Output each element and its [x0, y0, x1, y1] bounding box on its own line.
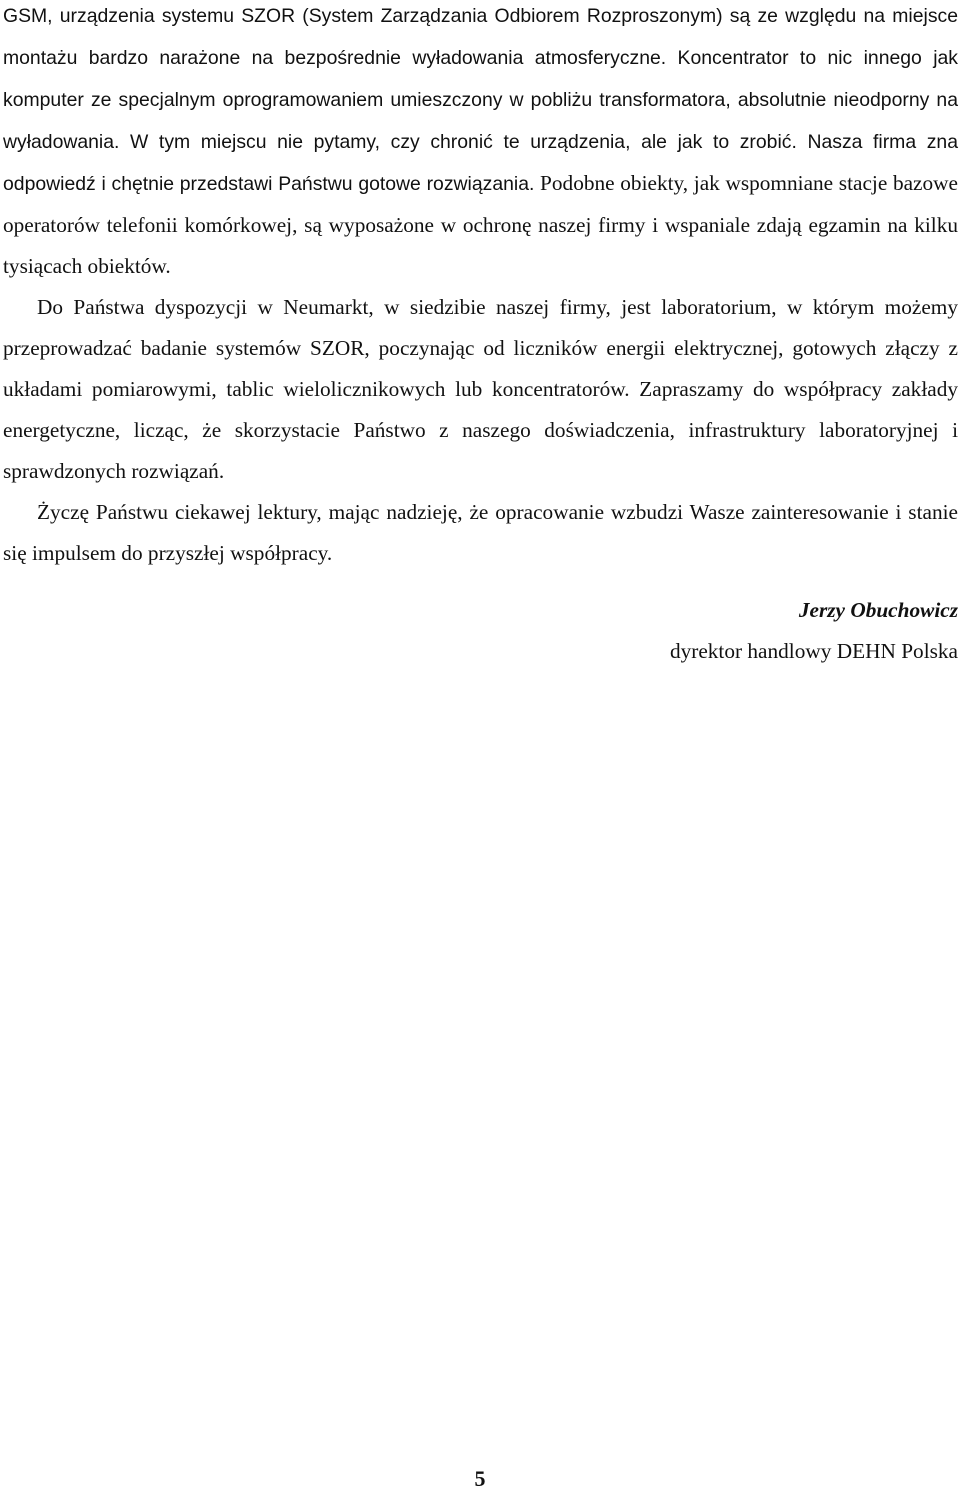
document-page [3, 0, 958, 574]
signature-title: dyrektor handlowy DEHN Polska [669, 639, 958, 663]
paragraph-segment: Podobne obiekty, jak wspomniane stacje bazowe operatorów telefonii komórkowej, są wyposażone w ochronę naszej firmy i wspaniale zdają egzamin na kilku tysiącach obiektów. [3, 171, 958, 278]
paragraph-szor-protection [3, 0, 958, 287]
signature-name: Jerzy Obuchowicz [798, 598, 958, 622]
paragraph-segment: Do Państwa dyspozycji w Neumarkt, w siedzibie naszej firmy, jest laboratorium, w którym możemy przeprowadzać badanie systemów SZOR, poczynając od liczników energii elektrycznej, gotowych złączy z układami pomiarowymi, tablic wielolicznikowych lub koncentratorów. Zapraszamy do współpracy zakłady energetyczne, licząc, że skorzystacie Państwo z naszego doświadczenia, infrastruktury laboratoryjnej i sprawdzonych rozwiązań. [3, 295, 958, 483]
paragraph-laboratory [3, 287, 958, 492]
page-number: 5 [474, 1466, 486, 1491]
paragraph-segment: GSM, urządzenia systemu SZOR (System Zarządzania Odbiorem Rozproszonym) są ze względu na miejsce montażu bardzo narażone na bezpośrednie wyładowania atmosferyczne. Koncentrator to nic innego jak komputer ze specjalnym oprogramowaniem umieszczony w pobliżu transformatora, absolutnie nieodporny na wyładowania. W tym miejscu nie pytamy, czy chronić te urządzenia, ale jak to zrobić. Nasza firma zna odpowiedź i chętnie przedstawi Państwu gotowe rozwiązania. [3, 5, 958, 195]
signature-block [670, 590, 958, 672]
paragraph-closing-wishes [3, 492, 958, 574]
paragraph-segment: Życzę Państwu ciekawej lektury, mając nadzieję, że opracowanie wzbudzi Wasze zainteresowanie i stanie się impulsem do przyszłej współpracy. [3, 500, 958, 565]
